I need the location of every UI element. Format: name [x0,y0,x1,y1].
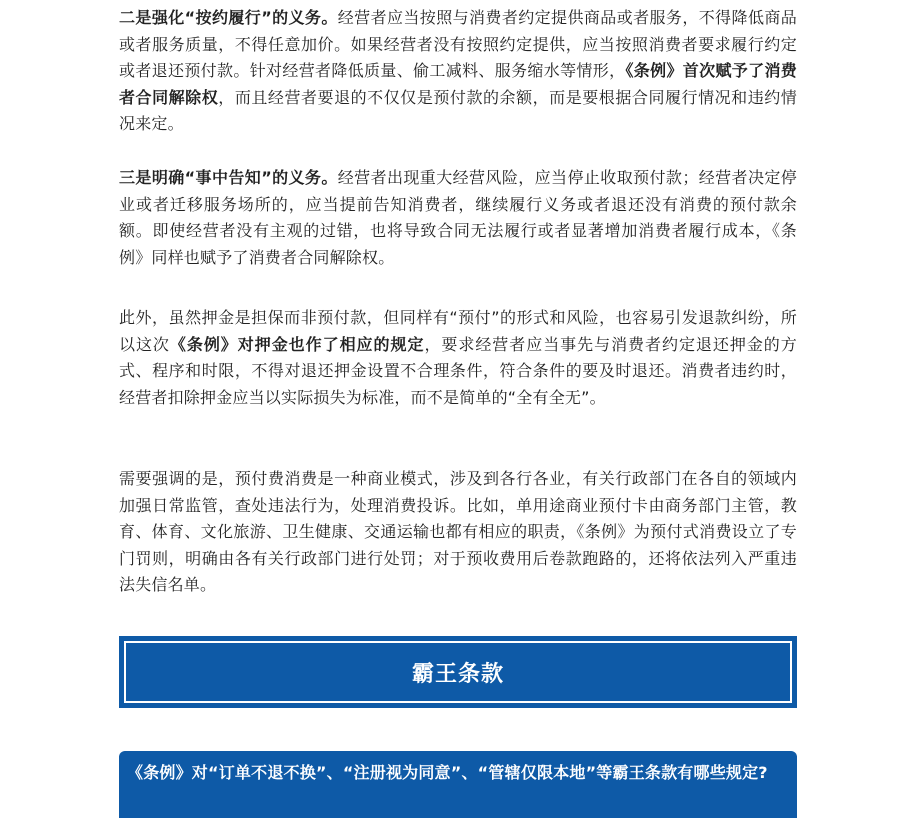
paragraph-text: 经营者应当按照与消费者约定提供商品或者服务，不得降低商品或者服务质量，不得任意加价。如果经营者没有按照约定提供，应当按照消费者要求履行约定或者退还预付款。针对经营者降低质量、偷工减料、服务缩水等情形， [119,8,797,81]
paragraph-emphasis: 《条例》对押金也作了相应的规定 [169,334,425,354]
question-text: 《条例》对“订单不退不换”、“注册视为同意”、“管辖仅限本地”等霸王条款有哪些规定? [127,763,768,782]
paragraph-notification-duty [119,165,797,271]
question-header [119,751,797,818]
section-title: 霸王条款 [411,661,504,687]
paragraph-text: ，要求经营者应当事先与消费者约定退还押金的方式、程序和时限，不得对退还押金设置不合理条件，符合条件的要及时退还。消费者违约时，经营者扣除押金应当以实际损失为标准，而不是简单的“全有全无”。 [119,334,797,407]
paragraph-supervision [119,466,797,599]
paragraph-text: ，而且经营者要退的不仅仅是预付款的余额，而是要根据合同履行情况和违约情况来定。 [119,87,797,134]
paragraph-text: 此外，虽然押金是担保而非预付款，但同样有“预付”的形式和风险，也容易引发退款纠纷，所以这次 [119,308,797,354]
paragraph-lead: 二是强化“按约履行”的义务。 [119,8,338,27]
section-banner [119,636,797,708]
paragraph-lead: 三是明确“事中告知”的义务。 [119,168,338,187]
paragraph-text: 经营者出现重大经营风险，应当停止收取预付款；经营者决定停业或者迁移服务场所的，应当提前告知消费者，继续履行义务或者退还没有消费的预付款余额。即使经营者没有主观的过错，也将导致合同无法履行或者显著增加消费者履行成本，《条例》同样也赋予了消费者合同解除权。 [119,168,797,267]
paragraph-deposit [119,305,797,411]
paragraph-text: 需要强调的是，预付费消费是一种商业模式，涉及到各行各业，有关行政部门在各自的领域内加强日常监管，查处违法行为，处理消费投诉。比如，单用途商业预付卡由商务部门主管，教育、体育、文化旅游、卫生健康、交通运输也都有相应的职责，《条例》为预付式消费设立了专门罚则，明确由各有关行政部门进行处罚；对于预收费用后卷款跑路的，还将依法列入严重违法失信名单。 [119,469,797,595]
paragraph-emphasis: 《条例》首次赋予了消费者合同解除权 [119,61,798,107]
section-banner-frame [124,641,792,703]
paragraph-performance-duty [119,5,797,138]
